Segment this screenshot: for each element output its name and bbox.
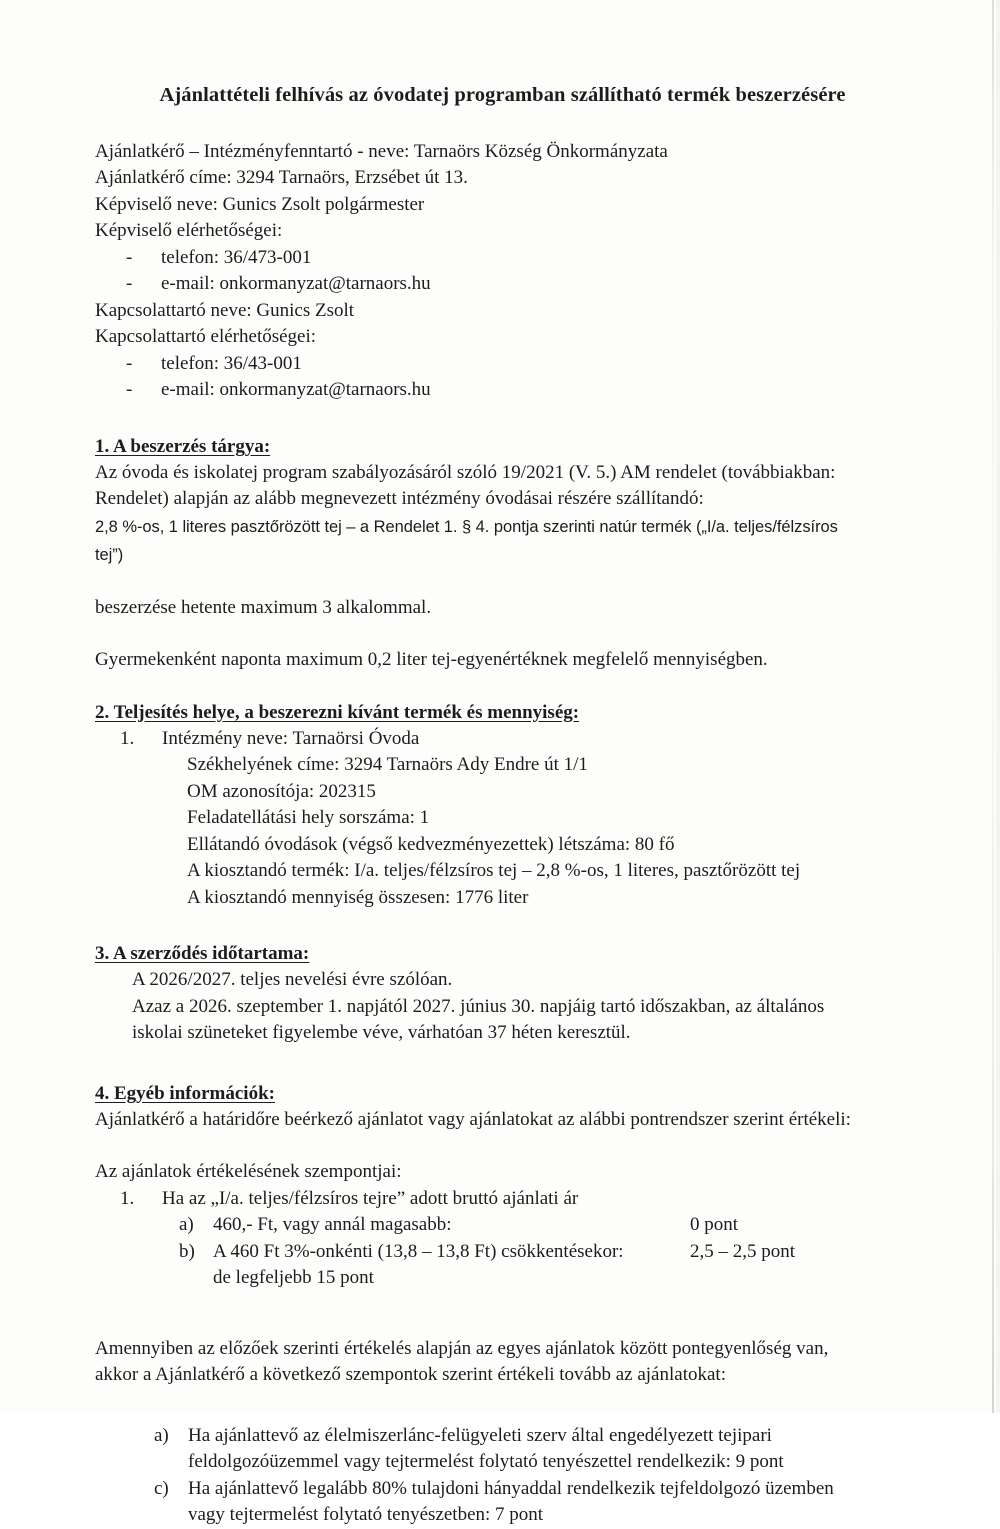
representative-name-line: Képviselő neve: Gunics Zsolt polgármester [95, 193, 425, 215]
representative-email-text: e-mail: onkormanyzat@tarnaors.hu [161, 273, 431, 295]
tiebreak-intro-line-2: akkor a Ajánlatkérő a következő szempontok szerint értékeli tovább az ajánlatokat: [95, 1364, 726, 1386]
section-3-line-3: iskolai szüneteket figyelembe véve, várhatóan 37 héten keresztül. [132, 1022, 631, 1044]
institution-om-identifier: OM azonosítója: 202315 [187, 780, 376, 802]
price-score-option-b [179, 1239, 910, 1266]
representative-phone-text: telefon: 36/473-001 [161, 246, 312, 268]
spacer [95, 911, 910, 941]
section-1-product-line-2: tej”) [95, 545, 124, 564]
institution-address: Székhelyének címe: 3294 Tarnaörs Ady Endre út 1/1 [187, 754, 588, 776]
option-marker: a) [154, 1424, 169, 1446]
section-2-heading: 2. Teljesítés helye, a beszerezni kívánt termék és mennyiség: [95, 701, 580, 723]
tiebreak-option-a-line-1: Ha ajánlattevő az élelmiszerlánc-felügyeleti szerv által engedélyezett tejipari [188, 1424, 772, 1446]
section-4 [95, 1081, 910, 1529]
dash-bullet-icon: - [126, 379, 133, 401]
authority-address-line: Ajánlatkérő címe: 3294 Tarnaörs, Erzsébet út 13. [95, 167, 468, 189]
section-4-intro: Ajánlatkérő a határidőre beérkező ajánlatot vagy ajánlatokat az alábbi pontrendszer szerint értékeli: [95, 1108, 851, 1130]
page-title: Ajánlattételi felhívás az óvodatej programban szállítható termék beszerzésére [159, 84, 846, 106]
list-marker: 1. [120, 727, 135, 749]
dash-bullet-icon: - [126, 246, 133, 268]
option-b-text: A 460 Ft 3%-onkénti (13,8 – 13,8 Ft) csökkentésekor: [213, 1240, 624, 1262]
tiebreak-options-list [95, 1423, 910, 1529]
spacer [95, 404, 910, 434]
scan-edge-artifact [992, 0, 994, 1413]
representative-contacts-label: Képviselő elérhetőségei: [95, 220, 283, 242]
option-a-points: 0 pont [690, 1214, 739, 1236]
tiebreak-option-c-line-1: Ha ajánlattevő legalább 80% tulajdoni hányaddal rendelkezik tejfeldolgozó üzemben [188, 1477, 834, 1499]
tiebreak-option-a [154, 1423, 910, 1450]
contact-phone-item [95, 351, 910, 378]
contact-email-text: e-mail: onkormanyzat@tarnaors.hu [161, 379, 431, 401]
spacer [95, 1047, 910, 1081]
section-1 [95, 434, 910, 674]
authority-name-line: Ajánlatkérő – Intézményfenntartó - neve: Tarnaörs Község Önkormányzata [95, 140, 668, 162]
section-4-heading: 4. Egyéb információk: [95, 1082, 275, 1104]
evaluation-criteria-list [95, 1186, 910, 1292]
option-marker: b) [179, 1240, 195, 1262]
tiebreak-intro-line-1: Amennyiben az előzőek szerinti értékelés alapján az egyes ajánlatok között pontegyenlőség van, [95, 1337, 829, 1359]
contact-person-name-line: Kapcsolattartó neve: Gunics Zsolt [95, 299, 355, 321]
institution-total-quantity: A kiosztandó mennyiség összesen: 1776 liter [187, 886, 529, 908]
section-1-quantity-note: Gyermekenként naponta maximum 0,2 liter tej-egyenértéknek megfelelő mennyiségben. [95, 649, 768, 671]
option-marker: c) [154, 1477, 169, 1499]
section-3-line-2: Azaz a 2026. szeptember 1. napjától 2027. június 30. napjáig tartó időszakban, az általános [132, 995, 825, 1017]
dash-bullet-icon: - [126, 273, 133, 295]
spacer [95, 621, 910, 647]
section-1-paragraph-line-2: Rendelet) alapján az alább megnevezett intézmény óvodásai részére szállítandó: [95, 488, 704, 510]
price-score-options [120, 1212, 910, 1292]
section-1-paragraph-line-1: Az óvoda és iskolatej program szabályozásáról szóló 19/2021 (V. 5.) AM rendelet (továbbiakban: [95, 461, 836, 483]
institution-list [95, 726, 910, 912]
representative-phone-item [95, 245, 910, 272]
evaluation-criterion-item [120, 1186, 910, 1213]
tiebreak-option-a-line-2: feldolgozóüzemmel vagy tejtermelést folytató tenyészettel rendelkezik: 9 pont [188, 1451, 784, 1473]
section-1-heading: 1. A beszerzés tárgya: [95, 435, 271, 457]
institution-list-item [120, 726, 910, 753]
option-marker: a) [179, 1214, 194, 1236]
institution-name: Intézmény neve: Tarnaörsi Óvoda [162, 727, 420, 749]
option-b-points: 2,5 – 2,5 pont [690, 1240, 796, 1262]
institution-site-number: Feladatellátási hely sorszáma: 1 [187, 807, 430, 829]
section-3 [95, 941, 910, 1047]
section-3-heading: 3. A szerződés időtartama: [95, 943, 310, 965]
contracting-authority-block [95, 139, 910, 404]
section-1-product-line-1: 2,8 %-os, 1 literes pasztőrözött tej – a Rendelet 1. § 4. pontja szerinti natúr termék („I/a. teljes/félzsíros [95, 517, 838, 536]
section-1-frequency-line: beszerzése hetente maximum 3 alkalommal. [95, 596, 432, 618]
scan-edge-artifact-secondary [996, 0, 1000, 1413]
list-marker: 1. [120, 1187, 135, 1209]
contact-person-contacts-label: Kapcsolattartó elérhetőségei: [95, 326, 317, 348]
contact-phone-text: telefon: 36/43-001 [161, 352, 302, 374]
option-b-continuation: de legfeljebb 15 pont [213, 1267, 374, 1289]
evaluation-criteria-label: Az ajánlatok értékelésének szempontjai: [95, 1161, 402, 1183]
tiebreak-option-c-line-2: vagy tejtermelést folytató tenyészetben: 7 pont [188, 1504, 544, 1526]
price-score-option-a [179, 1212, 910, 1239]
document-content [95, 0, 910, 1529]
contact-email-item [95, 377, 910, 404]
spacer [95, 674, 910, 700]
tiebreak-option-c [154, 1476, 910, 1503]
spacer [95, 109, 910, 139]
section-3-line-1: A 2026/2027. teljes nevelési évre szólóan. [132, 969, 453, 991]
spacer [95, 1133, 910, 1159]
option-a-text: 460,- Ft, vagy annál magasabb: [213, 1214, 452, 1236]
evaluation-criterion-text: Ha az „I/a. teljes/félzsíros tejre” adott bruttó ajánlati ár [162, 1187, 579, 1209]
representative-email-item [95, 271, 910, 298]
section-2 [95, 700, 910, 912]
spacer [95, 1292, 910, 1336]
spacer [95, 1389, 910, 1423]
institution-beneficiary-count: Ellátandó óvodások (végső kedvezményezettek) létszáma: 80 fő [187, 833, 675, 855]
dash-bullet-icon: - [126, 352, 133, 374]
spacer [95, 569, 910, 595]
institution-product-to-distribute: A kiosztandó termék: I/a. teljes/félzsíros tej – 2,8 %-os, 1 literes, pasztőrözött tej [187, 860, 801, 882]
